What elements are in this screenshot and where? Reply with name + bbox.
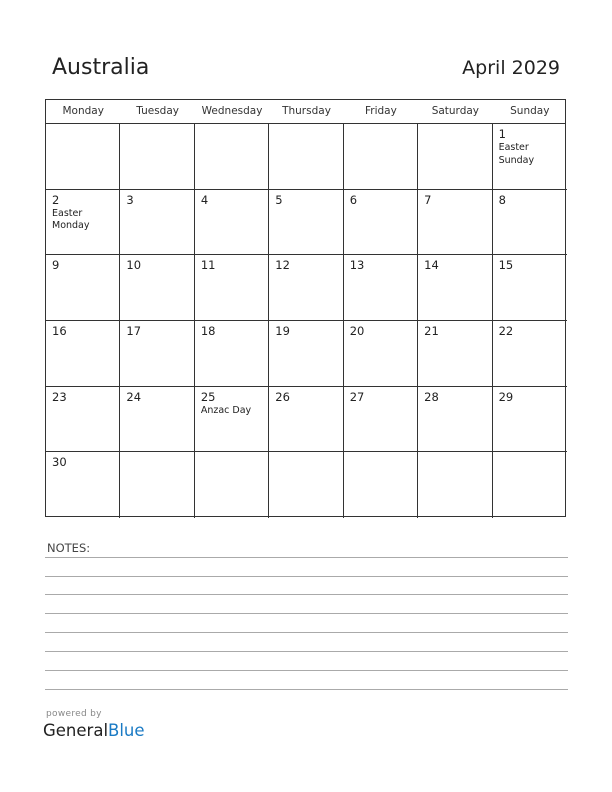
- day-number: 26: [275, 389, 290, 404]
- day-cell[interactable]: [493, 255, 567, 321]
- powered-by-text: powered by: [46, 709, 102, 719]
- day-cell[interactable]: [269, 255, 343, 321]
- day-cell[interactable]: [493, 190, 567, 256]
- holiday-label: Anzac Day: [200, 404, 252, 416]
- day-number: 28: [424, 389, 439, 404]
- day-cell[interactable]: [269, 387, 343, 453]
- day-cell[interactable]: [120, 124, 194, 190]
- day-cell[interactable]: [195, 452, 269, 518]
- day-cell[interactable]: [418, 190, 492, 256]
- day-cell[interactable]: [344, 190, 418, 256]
- day-number: 18: [200, 324, 216, 338]
- weekday-header-row: [46, 100, 565, 124]
- day-number: 27: [349, 389, 365, 404]
- day-number: 10: [126, 258, 142, 273]
- notes-label: NOTES:: [47, 541, 91, 555]
- day-number: 7: [424, 192, 432, 207]
- day-cell[interactable]: [195, 124, 269, 190]
- day-cell[interactable]: [46, 321, 120, 387]
- day-number: 3: [126, 192, 134, 207]
- day-cell[interactable]: [195, 321, 269, 387]
- note-line[interactable]: [45, 594, 568, 595]
- weekday-wednesday: Wednesday: [201, 105, 263, 117]
- day-number: 8: [498, 192, 506, 207]
- day-cell[interactable]: [120, 452, 194, 518]
- day-cell[interactable]: [344, 387, 418, 453]
- day-number: 2: [52, 192, 60, 207]
- day-cell[interactable]: [344, 124, 418, 190]
- day-cell[interactable]: [344, 321, 418, 387]
- generalblue-logo[interactable]: [43, 721, 145, 740]
- holiday-label: Easter Monday: [52, 207, 90, 232]
- day-cell[interactable]: [344, 452, 418, 518]
- day-number: 12: [275, 258, 290, 273]
- weekday-saturday: Saturday: [431, 105, 480, 117]
- note-line[interactable]: [45, 557, 568, 558]
- note-line[interactable]: [45, 613, 568, 614]
- day-cell[interactable]: [418, 452, 492, 518]
- note-line[interactable]: [45, 576, 568, 577]
- day-cell[interactable]: [120, 190, 194, 256]
- day-cell[interactable]: [269, 321, 343, 387]
- day-cell[interactable]: [493, 452, 567, 518]
- day-cell[interactable]: [269, 190, 343, 256]
- day-number: 29: [498, 389, 514, 404]
- day-cell[interactable]: [418, 124, 492, 190]
- day-cell[interactable]: [269, 124, 343, 190]
- day-cell[interactable]: [418, 255, 492, 321]
- day-cell[interactable]: [46, 387, 120, 453]
- day-number: 25: [200, 389, 216, 404]
- day-cell[interactable]: [120, 255, 194, 321]
- weekday-friday: Friday: [365, 105, 397, 117]
- holiday-label: Easter Sunday: [498, 142, 535, 166]
- weekday-sunday: Sunday: [510, 105, 550, 117]
- weekday-thursday: Thursday: [282, 105, 331, 117]
- calendar-grid: [45, 99, 566, 517]
- day-cell[interactable]: [120, 321, 194, 387]
- day-number: 19: [275, 324, 290, 338]
- note-line[interactable]: [45, 651, 568, 652]
- day-cell[interactable]: [269, 452, 343, 518]
- weekday-tuesday: Tuesday: [136, 105, 179, 117]
- day-number: 15: [498, 258, 514, 273]
- brand-general: General: [43, 721, 109, 740]
- day-cell[interactable]: [46, 190, 120, 256]
- note-line[interactable]: [45, 632, 568, 633]
- day-number: 4: [200, 192, 209, 207]
- day-number: 16: [52, 324, 67, 338]
- country-title: Australia: [52, 55, 150, 80]
- day-cell[interactable]: [344, 255, 418, 321]
- note-line[interactable]: [45, 689, 568, 690]
- month-year-title: April 2029: [462, 57, 560, 79]
- brand-blue: Blue: [108, 721, 145, 740]
- day-number: 1: [498, 127, 506, 141]
- day-cell[interactable]: [195, 255, 269, 321]
- day-cell[interactable]: [46, 452, 120, 518]
- day-cell[interactable]: [195, 190, 269, 256]
- weekday-monday: Monday: [62, 105, 104, 117]
- day-number: 13: [349, 258, 365, 273]
- day-number: 11: [200, 258, 216, 273]
- day-number: 14: [424, 258, 439, 273]
- day-number: 20: [349, 324, 365, 338]
- day-number: 22: [498, 324, 514, 338]
- day-number: 6: [349, 192, 358, 207]
- day-number: 21: [424, 324, 439, 338]
- day-number: 17: [126, 324, 142, 338]
- day-cell[interactable]: [493, 387, 567, 453]
- day-cell[interactable]: [46, 124, 120, 190]
- day-cell[interactable]: [46, 255, 120, 321]
- note-line[interactable]: [45, 670, 568, 671]
- day-cell[interactable]: [493, 124, 567, 190]
- day-number: 5: [275, 192, 283, 207]
- day-cell[interactable]: [493, 321, 567, 387]
- day-cell[interactable]: [120, 387, 194, 453]
- day-number: 9: [52, 258, 60, 273]
- day-number: 30: [52, 455, 67, 470]
- day-number: 24: [126, 389, 142, 404]
- day-cell[interactable]: [418, 387, 492, 453]
- day-cell[interactable]: [418, 321, 492, 387]
- day-number: 23: [52, 389, 67, 404]
- day-cell[interactable]: [195, 387, 269, 453]
